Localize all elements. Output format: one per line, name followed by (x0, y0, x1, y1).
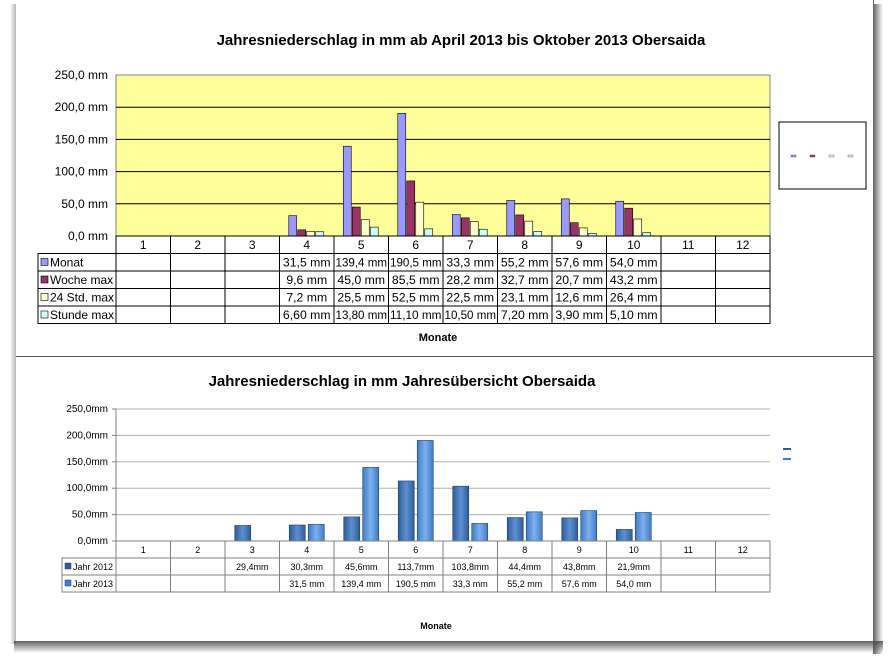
chart-1-legend-swatch (810, 155, 815, 157)
chart-2-data-label: 139,4 mm (341, 579, 382, 589)
chart-1-data-label: 52,5 mm (391, 290, 440, 305)
chart-1-legend-swatch (791, 155, 796, 157)
chart-2-x-tick: 9 (576, 545, 582, 555)
chart-2-y-tick: 0,0mm (77, 536, 108, 547)
chart-1-bar (470, 222, 478, 236)
chart-2-bar (308, 524, 324, 541)
chart-2-x-tick: 2 (195, 545, 201, 555)
chart-2-plot-area (116, 409, 770, 541)
chart-1-x-axis-label: Monate (418, 332, 458, 344)
chart-2-x-tick: 7 (467, 545, 473, 555)
chart-1-bar (361, 220, 369, 236)
chart-1-data-label: 10,50 mm (444, 308, 496, 322)
chart-1-data-label: 7,20 mm (500, 308, 549, 322)
chart-1-y-tick: 250,0 mm (54, 68, 108, 82)
chart-1-y-tick: 100,0 mm (54, 164, 108, 179)
chart-1-data-label: 55,2 mm (500, 255, 549, 270)
chart-1-data-label: 25,5 mm (337, 290, 386, 305)
chart-2-bar (507, 518, 523, 541)
chart-2-y-tick: 50,0mm (71, 509, 108, 521)
chart-2-x-tick: 6 (413, 545, 419, 555)
chart-2-data-label: 44,4mm (508, 562, 542, 572)
chart-1-data-label: 54,0 mm (609, 255, 658, 270)
chart-1-bar (316, 232, 324, 236)
chart-1-x-tick: 9 (575, 238, 583, 252)
chart-1-bar (570, 223, 578, 236)
chart-2-legend-swatch (783, 448, 791, 450)
chart-1-bar (416, 202, 424, 236)
chart-2-y-tick: 150,0mm (66, 456, 108, 468)
chart-1-x-tick: 11 (682, 238, 695, 252)
chart-1-bar (579, 228, 587, 236)
chart-2-bar (453, 486, 469, 541)
chart-2-data-label: 30,3mm (290, 562, 324, 572)
chart-1-data-label: 13,80 mm (335, 308, 387, 322)
chart-2-data-label: 190,5 mm (395, 579, 436, 589)
chart-2-y-tick: 100,0mm (66, 483, 108, 495)
chart-1-y-tick: 50,0 mm (61, 196, 108, 211)
chart-1-data-label: 5,10 mm (609, 308, 658, 322)
chart-1-bar (479, 229, 487, 236)
chart-1-data-label: 85,5 mm (391, 273, 440, 287)
chart-1-data-label: 45,0 mm (337, 273, 386, 287)
chart-2-x-tick: 11 (683, 545, 693, 555)
chart-2-bar (289, 525, 305, 541)
chart-2-x-tick: 4 (304, 545, 310, 555)
chart-1-x-tick: 12 (736, 238, 750, 252)
chart-1-data-label: 23,1 mm (500, 290, 549, 305)
chart-1-x-tick: 2 (194, 238, 202, 252)
chart-2-bar (635, 512, 651, 541)
chart-1-x-tick: 4 (303, 238, 311, 252)
chart-1-bar (398, 113, 406, 236)
chart-2-x-tick: 3 (249, 545, 255, 555)
chart-2 (0, 360, 891, 660)
chart-2-data-label: 103,8mm (451, 562, 490, 572)
chart-1-y-tick: 200,0 mm (54, 100, 108, 115)
chart-1-x-tick: 3 (248, 238, 256, 252)
chart-1-data-label: 12,6 mm (555, 290, 604, 305)
chart-2-title: Jahresniederschlag in mm Jahresübersicht Obersaida (208, 373, 596, 390)
chart-2-bar (417, 440, 433, 541)
chart-2-legend-swatch (783, 458, 791, 460)
chart-1-bar (625, 208, 633, 236)
chart-1-bar (425, 229, 433, 236)
chart-1-bar (307, 231, 315, 236)
chart-1-data-label: 57,6 mm (555, 255, 604, 270)
chart-2-legend-key (65, 580, 71, 586)
chart-1-bar (616, 201, 624, 236)
chart-1-data-label: 3,90 mm (555, 308, 604, 322)
chart-divider (16, 356, 873, 357)
chart-1-bar (343, 146, 351, 236)
chart-1-plot-area (116, 75, 770, 236)
chart-2-x-tick: 8 (522, 545, 528, 555)
chart-1-bar (634, 219, 642, 236)
chart-1-bar (507, 200, 515, 236)
chart-1-data-label: 32,7 mm (500, 273, 549, 287)
chart-1-legend-swatch (829, 155, 834, 157)
chart-2-data-label: 54,0 mm (616, 579, 652, 589)
chart-1-x-tick: 5 (357, 238, 365, 252)
chart-2-x-tick: 5 (358, 545, 364, 555)
chart-1-x-tick: 1 (139, 238, 147, 252)
chart-1-x-tick: 6 (412, 238, 420, 252)
chart-1-data-label: 139,4 mm (335, 255, 387, 270)
chart-1-data-label: 31,5 mm (282, 255, 331, 270)
chart-1-legend-swatch (848, 155, 853, 157)
chart-1-data-label: 28,2 mm (446, 273, 495, 287)
chart-1-bar (289, 216, 297, 236)
chart-2-x-axis-label: Monate (420, 621, 452, 631)
chart-2-bar (616, 529, 632, 541)
chart-1-data-label: 22,5 mm (446, 290, 495, 305)
chart-2-x-tick: 1 (140, 545, 146, 555)
chart-2-bar (235, 525, 251, 541)
chart-2-bar (562, 518, 578, 541)
chart-1-bar (461, 218, 469, 236)
chart-1-data-label: 26,4 mm (609, 290, 658, 305)
chart-1-data-label: 7,2 mm (286, 290, 328, 305)
chart-1-legend-key (41, 311, 48, 318)
chart-2-data-label: 21,9mm (617, 562, 651, 572)
chart-1-bar (516, 215, 524, 236)
chart-1-y-tick: 150,0 mm (54, 132, 108, 147)
chart-2-x-tick: 10 (628, 545, 639, 555)
chart-1-series-label: Woche max (50, 273, 114, 287)
chart-1-series-label: Monat (50, 255, 84, 270)
chart-1-bar (534, 231, 542, 236)
chart-1-bar (352, 207, 360, 236)
chart-1-bar (561, 199, 569, 236)
chart-1-x-tick: 10 (627, 238, 641, 252)
chart-1-bar (298, 230, 306, 236)
chart-2-bar (526, 512, 542, 541)
chart-1-data-label: 43,2 mm (609, 273, 658, 287)
chart-1-data-label: 11,10 mm (390, 308, 442, 322)
chart-2-data-label: 31,5 mm (289, 579, 325, 589)
chart-2-bar (363, 467, 379, 541)
chart-2-bar (398, 481, 414, 541)
chart-1-x-tick: 8 (521, 238, 529, 252)
chart-2-data-label: 113,7mm (397, 562, 435, 572)
chart-1-legend-key (41, 259, 48, 266)
chart-2-bar (581, 511, 597, 541)
chart-1-bar (407, 181, 415, 236)
chart-1-data-label: 190,5 mm (390, 255, 442, 270)
chart-2-data-label: 29,4mm (235, 562, 269, 572)
chart-2-y-tick: 250,0mm (66, 404, 108, 415)
chart-1-series-label: Stunde max (50, 308, 115, 322)
chart-1-data-label: 33,3 mm (446, 255, 495, 270)
chart-1-bar (370, 227, 378, 236)
chart-2-data-label: 55,2 mm (507, 579, 543, 589)
chart-2-x-tick: 12 (737, 545, 748, 555)
chart-1-series-label: 24 Std. max (50, 290, 115, 305)
chart-2-data-label: 43,8mm (562, 562, 596, 572)
chart-1-bar (525, 221, 533, 236)
chart-2-legend-key (65, 563, 71, 569)
chart-2-data-label: 57,6 mm (561, 579, 597, 589)
chart-2-bar (472, 523, 488, 541)
chart-2-series-label: Jahr 2013 (73, 579, 114, 589)
chart-2-bar (344, 517, 360, 541)
chart-2-data-label: 45,6mm (344, 562, 378, 572)
chart-2-data-label: 33,3 mm (452, 579, 488, 589)
chart-1-legend-key (41, 294, 48, 301)
chart-1-bar (452, 215, 460, 236)
chart-1-title: Jahresniederschlag in mm ab April 2013 bis Oktober 2013 Obersaida (216, 32, 706, 49)
chart-1-y-tick: 0,0 mm (67, 229, 108, 243)
chart-2-y-tick: 200,0mm (66, 430, 108, 442)
chart-2-series-label: Jahr 2012 (73, 562, 114, 572)
chart-1-data-label: 20,7 mm (555, 273, 604, 287)
chart-1-data-label: 6,60 mm (282, 308, 331, 322)
chart-1-x-tick: 7 (466, 238, 474, 252)
chart-1-data-label: 9,6 mm (286, 273, 328, 287)
chart-1-legend-key (41, 276, 48, 283)
